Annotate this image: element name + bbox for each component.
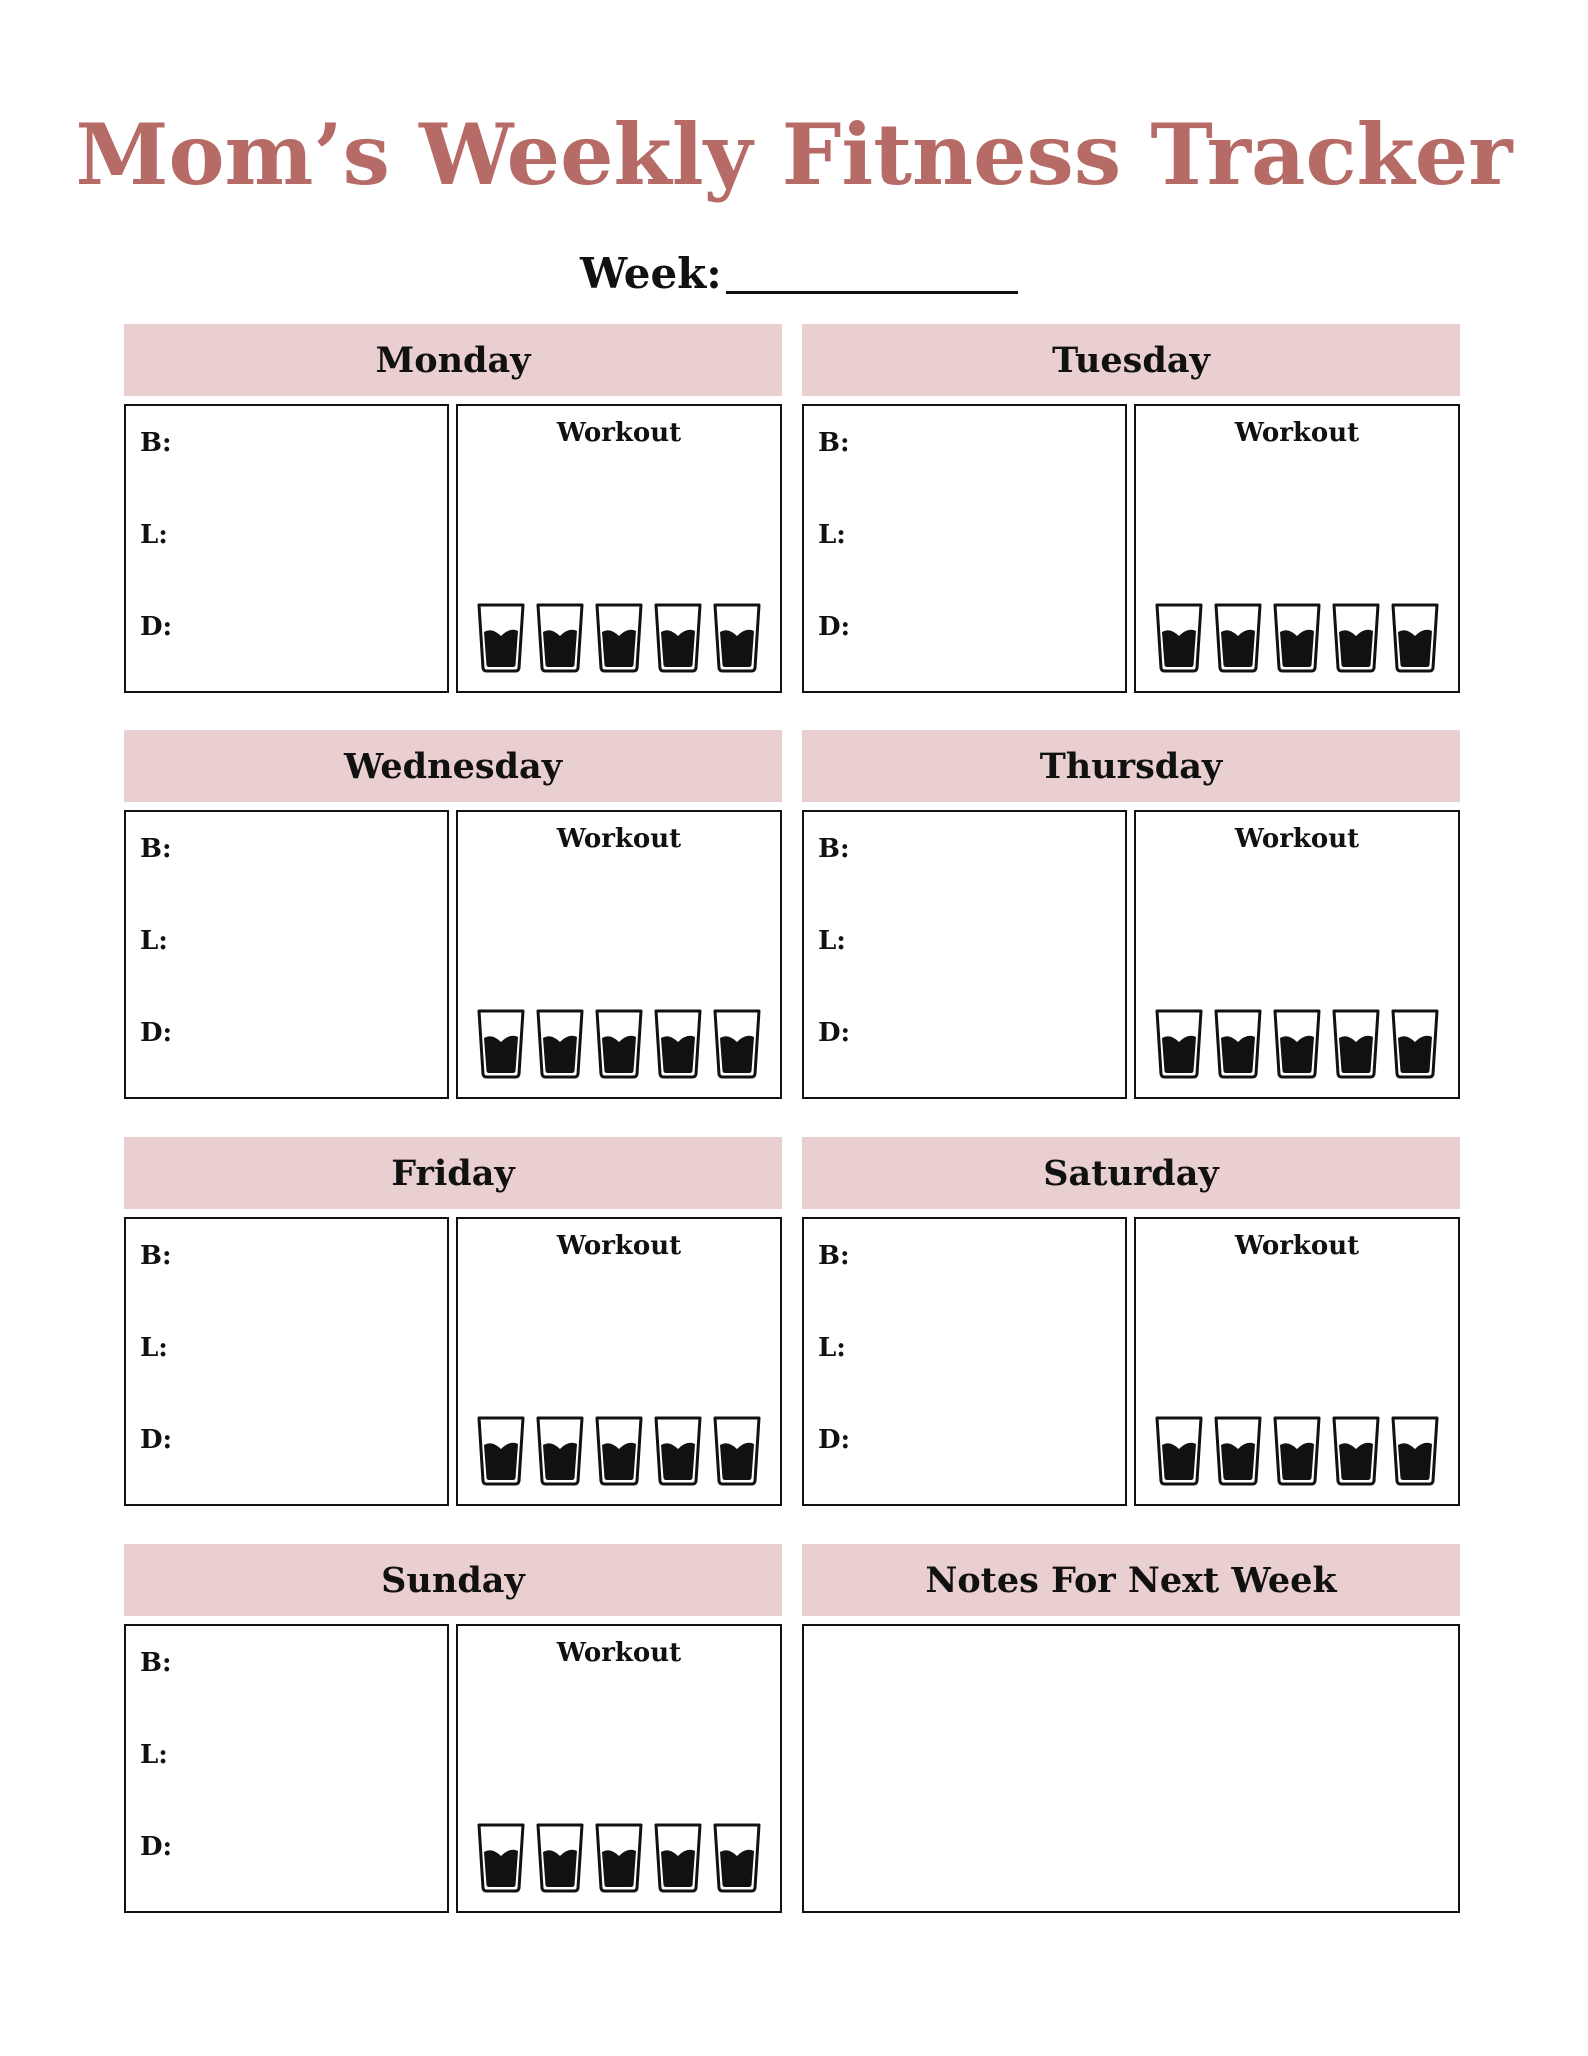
- day-card-friday: [124, 1137, 782, 1455]
- water-glass-icon[interactable]: [1154, 602, 1204, 674]
- water-glass-icon[interactable]: [1331, 1415, 1381, 1487]
- water-glass-icon[interactable]: [594, 1415, 644, 1487]
- lunch-label: L:: [140, 1333, 168, 1363]
- water-glass-icon[interactable]: [594, 602, 644, 674]
- workout-box[interactable]: [456, 1624, 782, 1913]
- day-header: Wednesday: [124, 730, 782, 802]
- day-card-thursday: [802, 730, 1460, 1048]
- water-glass-icon[interactable]: [476, 1008, 526, 1080]
- water-glass-icon[interactable]: [476, 1822, 526, 1894]
- lunch-label: L:: [140, 1740, 168, 1770]
- water-glass-icon[interactable]: [1272, 1008, 1322, 1080]
- workout-label: Workout: [1234, 418, 1360, 448]
- water-glass-icon[interactable]: [1331, 602, 1381, 674]
- workout-box[interactable]: [1134, 810, 1460, 1099]
- water-glass-icon[interactable]: [476, 1415, 526, 1487]
- dinner-label: D:: [818, 1018, 851, 1048]
- water-glass-icon[interactable]: [535, 1415, 585, 1487]
- dinner-label: D:: [140, 612, 173, 642]
- lunch-label: L:: [140, 926, 168, 956]
- water-glass-icon[interactable]: [712, 1415, 762, 1487]
- water-glass-icon[interactable]: [712, 602, 762, 674]
- day-header: Sunday: [124, 1544, 782, 1616]
- workout-label: Workout: [556, 1638, 682, 1668]
- water-glass-icon[interactable]: [594, 1822, 644, 1894]
- week-label: Week:: [580, 249, 722, 298]
- day-card-sunday: [124, 1544, 782, 1862]
- water-glass-icon[interactable]: [535, 1008, 585, 1080]
- water-glass-icon[interactable]: [1213, 1415, 1263, 1487]
- workout-label: Workout: [556, 1231, 682, 1261]
- water-tracker: [476, 1008, 766, 1082]
- breakfast-label: B:: [140, 1648, 172, 1678]
- water-tracker: [1154, 602, 1444, 676]
- day-card-monday: [124, 324, 782, 642]
- water-glass-icon[interactable]: [535, 602, 585, 674]
- water-glass-icon[interactable]: [1272, 1415, 1322, 1487]
- workout-label: Workout: [556, 418, 682, 448]
- day-header: Monday: [124, 324, 782, 396]
- water-glass-icon[interactable]: [594, 1008, 644, 1080]
- meals-box[interactable]: [124, 404, 449, 693]
- workout-box[interactable]: [456, 810, 782, 1099]
- meals-box[interactable]: [124, 810, 449, 1099]
- water-tracker: [476, 602, 766, 676]
- water-glass-icon[interactable]: [1272, 602, 1322, 674]
- breakfast-label: B:: [818, 1241, 850, 1271]
- water-tracker: [476, 1822, 766, 1896]
- water-glass-icon[interactable]: [712, 1822, 762, 1894]
- water-glass-icon[interactable]: [653, 1822, 703, 1894]
- dinner-label: D:: [140, 1832, 173, 1862]
- breakfast-label: B:: [140, 834, 172, 864]
- workout-box[interactable]: [1134, 404, 1460, 693]
- breakfast-label: B:: [140, 428, 172, 458]
- week-input-line[interactable]: [726, 291, 1018, 294]
- water-glass-icon[interactable]: [1213, 602, 1263, 674]
- day-header: Tuesday: [802, 324, 1460, 396]
- workout-label: Workout: [1234, 1231, 1360, 1261]
- water-glass-icon[interactable]: [653, 1008, 703, 1080]
- water-glass-icon[interactable]: [476, 602, 526, 674]
- breakfast-label: B:: [140, 1241, 172, 1271]
- day-card-tuesday: [802, 324, 1460, 642]
- notes-header: Notes For Next Week: [802, 1544, 1460, 1616]
- meals-box[interactable]: [802, 404, 1127, 693]
- breakfast-label: B:: [818, 834, 850, 864]
- water-glass-icon[interactable]: [1154, 1415, 1204, 1487]
- lunch-label: L:: [818, 520, 846, 550]
- water-tracker: [1154, 1415, 1444, 1489]
- dinner-label: D:: [818, 1425, 851, 1455]
- lunch-label: L:: [818, 926, 846, 956]
- meals-box[interactable]: [124, 1217, 449, 1506]
- day-header: Friday: [124, 1137, 782, 1209]
- water-glass-icon[interactable]: [653, 602, 703, 674]
- water-tracker: [1154, 1008, 1444, 1082]
- week-field: [580, 238, 1018, 298]
- workout-box[interactable]: [456, 1217, 782, 1506]
- meals-box[interactable]: [802, 1217, 1127, 1506]
- meals-box[interactable]: [124, 1624, 449, 1913]
- water-glass-icon[interactable]: [1213, 1008, 1263, 1080]
- day-header: Thursday: [802, 730, 1460, 802]
- workout-label: Workout: [556, 824, 682, 854]
- water-glass-icon[interactable]: [1331, 1008, 1381, 1080]
- workout-box[interactable]: [1134, 1217, 1460, 1506]
- meals-box[interactable]: [802, 810, 1127, 1099]
- workout-label: Workout: [1234, 824, 1360, 854]
- water-glass-icon[interactable]: [1390, 1008, 1440, 1080]
- day-header: Saturday: [802, 1137, 1460, 1209]
- day-card-wednesday: [124, 730, 782, 1048]
- day-card-saturday: [802, 1137, 1460, 1455]
- water-glass-icon[interactable]: [653, 1415, 703, 1487]
- dinner-label: D:: [818, 612, 851, 642]
- dinner-label: D:: [140, 1425, 173, 1455]
- water-glass-icon[interactable]: [1390, 602, 1440, 674]
- breakfast-label: B:: [818, 428, 850, 458]
- water-tracker: [476, 1415, 766, 1489]
- water-glass-icon[interactable]: [535, 1822, 585, 1894]
- water-glass-icon[interactable]: [1390, 1415, 1440, 1487]
- dinner-label: D:: [140, 1018, 173, 1048]
- water-glass-icon[interactable]: [712, 1008, 762, 1080]
- page-title: Mom’s Weekly Fitness Tracker: [75, 105, 1513, 204]
- workout-box[interactable]: [456, 404, 782, 693]
- lunch-label: L:: [818, 1333, 846, 1363]
- notes-card: [802, 1544, 1460, 1846]
- notes-box[interactable]: [802, 1624, 1460, 1913]
- water-glass-icon[interactable]: [1154, 1008, 1204, 1080]
- lunch-label: L:: [140, 520, 168, 550]
